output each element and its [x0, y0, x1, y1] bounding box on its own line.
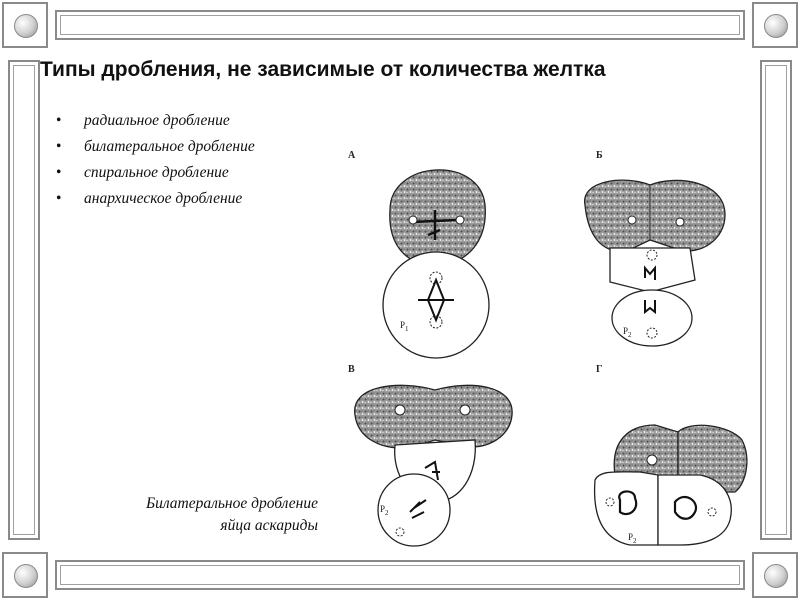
cell-label-letter: P [623, 326, 629, 336]
cell-label-letter: P [400, 320, 406, 330]
panel-b [585, 150, 725, 346]
centrosome [647, 328, 657, 338]
corner-dot [14, 564, 38, 588]
centrosome [456, 216, 464, 224]
cell-label-sub: 2 [385, 509, 389, 517]
panel-letter: А [348, 150, 356, 161]
cell-label-sub: 1 [405, 325, 409, 333]
centrosome [409, 216, 417, 224]
list-item [56, 186, 255, 212]
centrosome [647, 455, 657, 465]
panel-letter: Г [596, 364, 603, 375]
list-item [56, 134, 255, 160]
list-item [56, 108, 255, 134]
cell-label-sub: 2 [628, 331, 632, 339]
stippled-blastomere [585, 180, 725, 252]
centrosome [676, 218, 684, 226]
centrosome [395, 405, 405, 415]
centrosome [708, 508, 716, 516]
bullet-icon: • [56, 190, 62, 207]
centrosome [628, 216, 636, 224]
panel-a [348, 150, 489, 358]
centrosome [647, 250, 657, 260]
slide-title: Типы дробления, не зависимые от количества желтка [40, 58, 606, 81]
figure-caption [90, 493, 318, 537]
list-item-text: анархическое дробление [84, 190, 243, 207]
corner-ornament-icon [2, 2, 48, 48]
centrosome [606, 498, 614, 506]
frame-bottom-inner [60, 565, 740, 585]
caption-line: яйца аскариды [220, 517, 318, 534]
stippled-blastomere [390, 170, 485, 265]
bullet-icon: • [56, 164, 62, 181]
centrosome [396, 528, 404, 536]
panel-letter: В [348, 364, 355, 375]
caption-line: Билатеральное дробление [145, 495, 318, 512]
nucleus-mark [619, 491, 636, 514]
panel-g [595, 364, 747, 545]
blastomere [383, 252, 489, 358]
panel-v [348, 364, 512, 546]
corner-ornament-icon [752, 2, 798, 48]
frame-top-inner [60, 15, 740, 35]
bullet-list [56, 108, 255, 212]
cell-label-letter: P [628, 532, 634, 542]
list-item-text: спиральное дробление [84, 164, 229, 181]
corner-dot [764, 564, 788, 588]
blastomere [378, 474, 450, 546]
corner-ornament-icon [2, 552, 48, 598]
frame-left-inner [13, 65, 35, 535]
corner-dot [764, 14, 788, 38]
bullet-icon: • [56, 138, 62, 155]
stippled-blastomere [355, 385, 512, 448]
centrosome [460, 405, 470, 415]
list-item-text: билатеральное дробление [84, 138, 255, 155]
list-item-text: радиальное дробление [84, 112, 230, 129]
list-item [56, 160, 255, 186]
cell-label-letter: P [380, 504, 386, 514]
nucleus-mark [675, 497, 696, 519]
corner-dot [14, 14, 38, 38]
panel-letter: Б [596, 150, 603, 161]
cell-label-sub: 2 [633, 537, 637, 545]
bullet-icon: • [56, 112, 62, 129]
cleavage-figure [340, 140, 760, 560]
frame-right-inner [765, 65, 787, 535]
